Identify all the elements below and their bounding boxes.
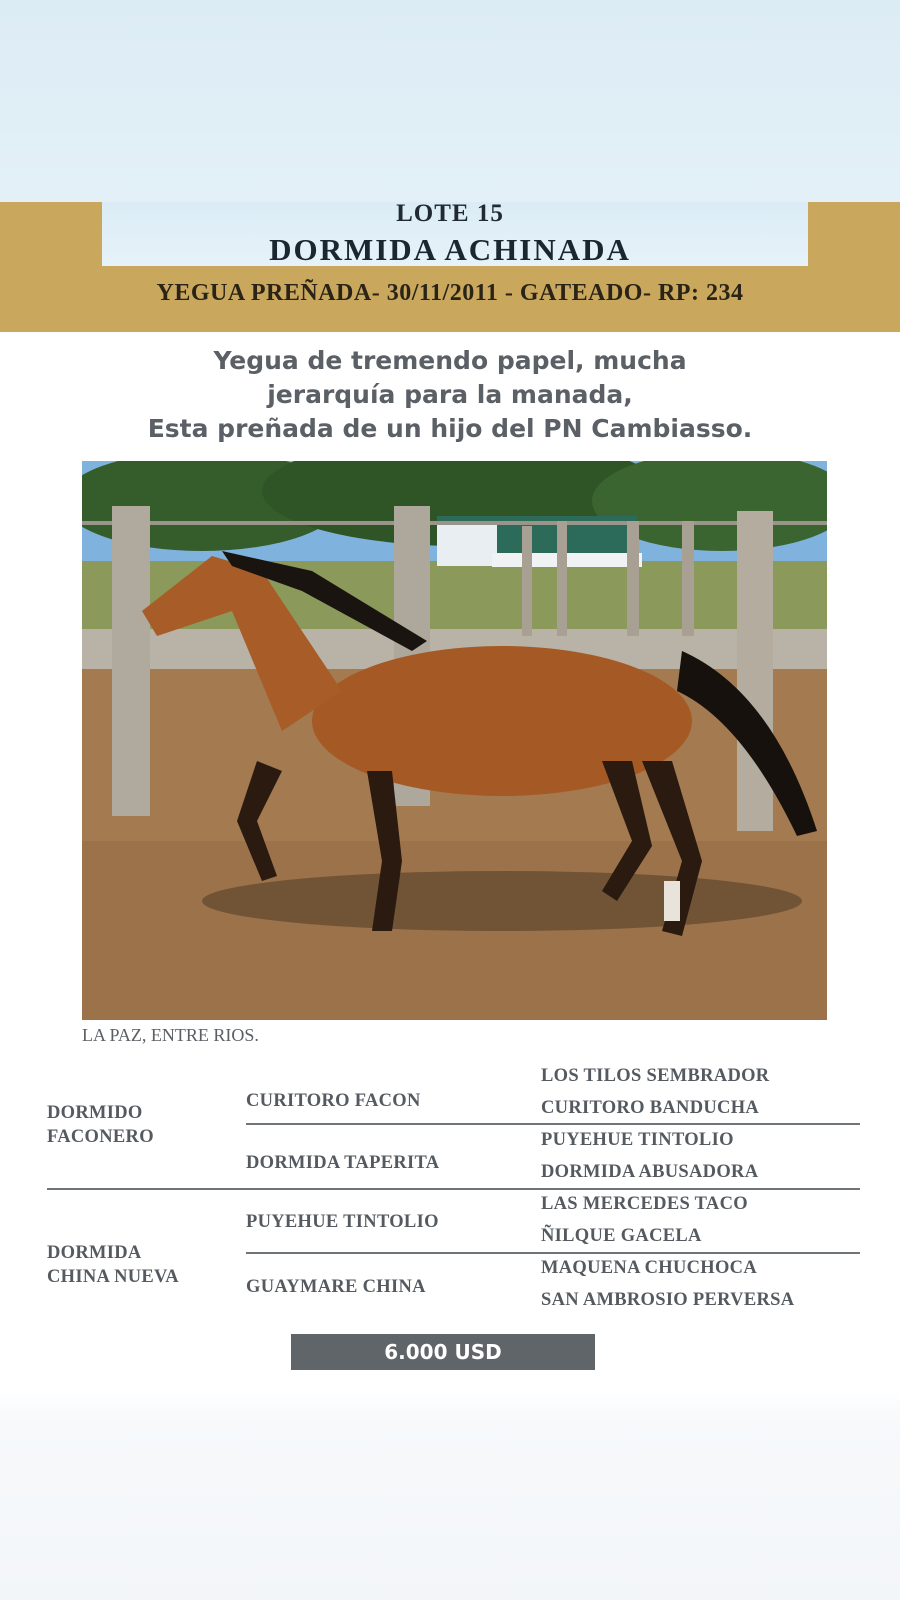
lot-number: LOTE 15 — [396, 200, 504, 227]
pedigree-divider — [246, 1123, 860, 1125]
location-caption: LA PAZ, ENTRE RIOS. — [82, 1025, 259, 1045]
description-line: Yegua de tremendo papel, mucha — [213, 346, 687, 375]
pedigree-sire: DORMIDO FACONERO — [47, 1103, 154, 1147]
pedigree-ancestor: PUYEHUE TINTOLIO — [541, 1130, 734, 1150]
pedigree-sire-dam: DORMIDA TAPERITA — [246, 1153, 440, 1173]
pedigree-ancestor: CURITORO BANDUCHA — [541, 1098, 760, 1118]
pedigree-ancestor: LOS TILOS SEMBRADOR — [541, 1066, 770, 1086]
horse-photo — [82, 461, 827, 1020]
pedigree-ancestor: DORMIDA ABUSADORA — [541, 1162, 759, 1182]
price-badge: 6.000 USD — [291, 1334, 595, 1370]
pedigree-ancestor: MAQUENA CHUCHOCA — [541, 1258, 758, 1278]
pedigree-ancestor: ÑILQUE GACELA — [541, 1226, 702, 1246]
horse-photo-illustration — [82, 461, 827, 1020]
horse-name: DORMIDA ACHINADA — [269, 232, 631, 267]
pedigree-divider — [47, 1188, 860, 1190]
horse-details: YEGUA PREÑADA- 30/11/2011 - GATEADO- RP: 234 — [156, 280, 744, 306]
pedigree-dam-sire: PUYEHUE TINTOLIO — [246, 1212, 439, 1232]
pedigree-dam: DORMIDA CHINA NUEVA — [47, 1243, 179, 1287]
pedigree-divider — [246, 1252, 860, 1254]
pedigree-ancestor: SAN AMBROSIO PERVERSA — [541, 1290, 795, 1310]
pedigree-dam-dam: GUAYMARE CHINA — [246, 1277, 426, 1297]
pedigree-ancestor: LAS MERCEDES TACO — [541, 1194, 748, 1214]
description-line: jerarquía para la manada, — [267, 380, 633, 409]
description — [100, 344, 800, 446]
description-line: Esta preñada de un hijo del PN Cambiasso. — [147, 414, 753, 443]
pedigree-sire-sire: CURITORO FACON — [246, 1091, 421, 1111]
